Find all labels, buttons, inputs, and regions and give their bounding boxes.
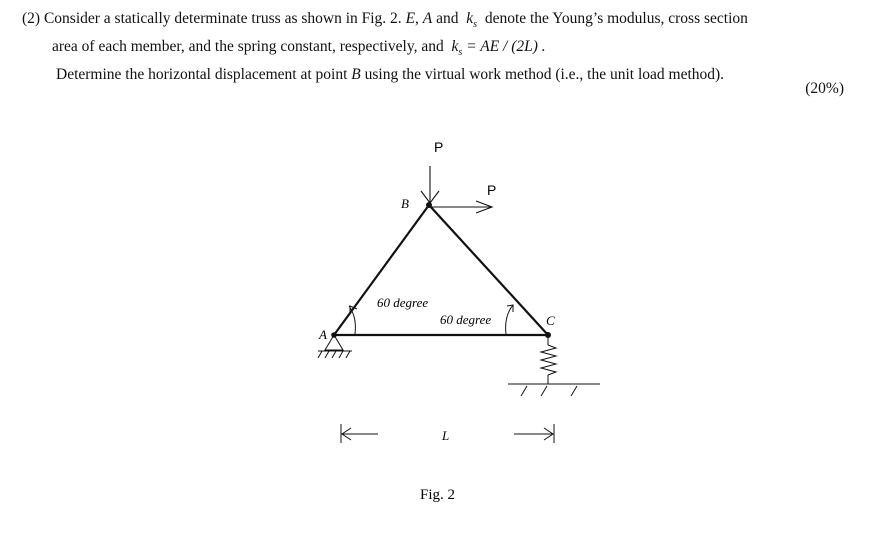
problem-text-1a: Consider a statically determinate truss as shown in Fig. 2. [43, 10, 402, 27]
label-joint-b: B [401, 196, 409, 211]
problem-text-3a: Determine the horizontal displacement at point [56, 66, 348, 84]
member-ab [334, 205, 429, 335]
figure-caption: Fig. 2 [420, 487, 456, 503]
angle-arc-right [506, 305, 513, 334]
symbol-e: E [405, 10, 416, 27]
and-word: and [436, 10, 459, 27]
label-angle-left: 60 degree [377, 295, 429, 310]
symbol-k-2: k [451, 38, 459, 56]
symbol-a: A [422, 10, 433, 27]
problem-text-1b: denote the Young’s modulus, cross section [484, 10, 748, 27]
points-label: (20%) [805, 80, 844, 97]
spring-formula: = AE / (2L) . [466, 38, 546, 56]
label-joint-a: A [319, 327, 327, 342]
dimension-right-arrow [514, 424, 554, 443]
spring-support-c [508, 337, 600, 396]
subscript-s: s [473, 19, 478, 31]
horizontal-load-arrow [431, 201, 492, 213]
label-load-horizontal: P [487, 182, 497, 198]
label-load-vertical: P [434, 139, 444, 155]
label-angle-right: 60 degree [440, 312, 492, 327]
symbol-k: k [466, 10, 474, 27]
label-length: L [442, 428, 450, 443]
vertical-load-arrow [421, 166, 439, 203]
subscript-s-2: s [458, 47, 463, 59]
dimension-left-arrow [341, 424, 378, 443]
symbol-b: B [351, 66, 361, 84]
separator: , [415, 10, 419, 27]
label-joint-c: C [546, 313, 555, 328]
problem-text-2a: area of each member, and the spring constant, respectively, and [52, 38, 444, 56]
problem-number: (2) [22, 10, 41, 27]
problem-text-3b: using the virtual work method (i.e., the unit load method). [364, 66, 725, 84]
